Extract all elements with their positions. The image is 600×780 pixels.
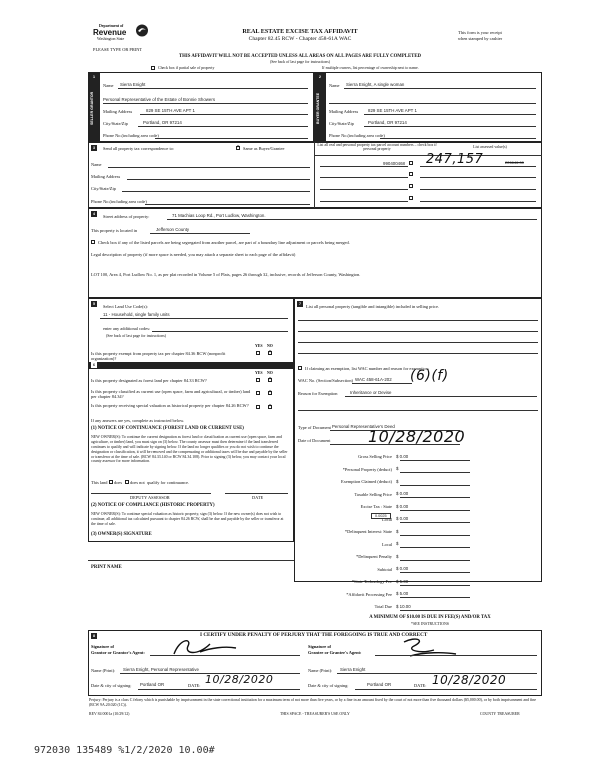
receipt-note-2: when stamped by cashier xyxy=(457,36,503,41)
grantee-name-field[interactable]: Sierra Enight xyxy=(340,667,366,672)
enter-additional-codes-label: enter any additional codes: xyxy=(103,326,151,331)
buyer-name-field[interactable]: Sierra Enight, A single woman xyxy=(346,82,405,87)
qualify-label: qualify for continuance. xyxy=(147,480,190,485)
dor-logo xyxy=(93,24,151,44)
seller-mailing-label: Mailing Address xyxy=(103,109,133,114)
historic-yes-checkbox[interactable] xyxy=(256,405,260,409)
local-rate-field[interactable]: 0.0025 xyxy=(371,513,391,519)
parcel-personal-checkbox-2[interactable] xyxy=(409,172,413,176)
owner-signature-label: (3) OWNER(S) SIGNATURE xyxy=(91,532,152,537)
parcel-number-field[interactable]: 990400468 xyxy=(383,161,405,166)
county-treasurer: COUNTY TREASURER xyxy=(480,712,520,716)
land-does-not-checkbox[interactable] xyxy=(125,480,129,484)
notice-1-title: (1) NOTICE OF CONTINUANCE (FOREST LAND OR CURRENT USE) xyxy=(91,426,244,431)
yes-header-1: YES xyxy=(255,344,263,348)
grantor-date-handwritten: 10/28/2020 xyxy=(205,673,274,686)
doc-date-label: Date of Document xyxy=(298,438,331,443)
personal-property-label: List all personal property (tangible and intangible) included in selling price. xyxy=(306,304,440,309)
street-address-field[interactable]: 71 Machias Loop Rd., Port Ludlow, Washington. xyxy=(172,213,266,218)
no-header-1: NO xyxy=(267,344,273,348)
if-yes-note: If any answers are yes, complete as instructed below. xyxy=(91,418,185,423)
wac-handwritten: (6)(f) xyxy=(410,368,449,384)
section-8-number: 8 xyxy=(93,634,95,638)
section-2-number: 2 xyxy=(319,75,321,79)
land-use-see-back: (See back of last page for instructions) xyxy=(106,334,167,338)
legal-description-field[interactable]: LOT 100, Area 4, Port Ludlow No. 1, as per plat recorded in Volume 5 of Plats, pages 26 through 32, inclusive, records of Jefferson County, Washington. xyxy=(91,272,361,277)
fee-value[interactable]: $ 5.00 xyxy=(396,578,409,584)
doc-type-field[interactable]: Personal Representative's Deed xyxy=(332,424,395,429)
fee-value[interactable]: $ 0.00 xyxy=(396,503,409,509)
fee-value[interactable]: $ 0.00 xyxy=(396,453,409,459)
certify-statement: I CERTIFY UNDER PENALTY OF PERJURY THAT THE FOREGOING IS TRUE AND CORRECT xyxy=(200,632,428,638)
exempt-question: Is this property exempt from property tax per chapter 84.36 RCW (nonprofit organization)? xyxy=(91,351,226,362)
grantee-sig-label-1: Signature of xyxy=(308,644,331,649)
classified-no-checkbox[interactable] xyxy=(268,391,272,395)
fee-value[interactable]: $ 0.00 xyxy=(396,491,409,496)
fee-label: *Delinquent Penalty xyxy=(356,554,392,559)
seller-sidebar: SELLER GRANTOR xyxy=(88,72,100,142)
grantee-name-label: Name (Print): xyxy=(308,668,333,673)
this-land-label: This land xyxy=(91,480,108,485)
form-subtitle: Chapter 82.45 RCW - Chapter 458-61A WAC xyxy=(248,36,352,42)
parcel-personal-checkbox-3[interactable] xyxy=(409,184,413,188)
dor-swirl-icon xyxy=(135,24,149,37)
dept-line3: Washington State xyxy=(97,37,125,41)
fee-value[interactable]: $ 0.00 xyxy=(396,516,409,521)
fee-label: *Personal Property (deduct) xyxy=(342,466,392,472)
fee-value[interactable]: $ xyxy=(396,466,399,471)
forest-no-checkbox[interactable] xyxy=(268,378,272,382)
fee-label: Gross Selling Price xyxy=(358,454,392,459)
section-6-band xyxy=(88,362,294,369)
section-6-number: 6 xyxy=(93,363,95,367)
fee-label: Excise Tax : State xyxy=(360,504,392,509)
exempt-yes-checkbox[interactable] xyxy=(256,351,260,355)
grantor-date-label: Date & city of signing: xyxy=(91,683,132,688)
minimum-due-note: A MINIMUM OF $10.00 IS DUE IN FEE(S) AND/OR TAX xyxy=(369,615,491,620)
grantor-name-label: Name (Print): xyxy=(91,668,116,673)
fee-value[interactable]: $ xyxy=(396,528,399,534)
grantee-date-handwritten: 10/28/2020 xyxy=(432,673,507,687)
partial-sale-checkbox[interactable] xyxy=(151,66,155,70)
land-does-label: does xyxy=(114,480,123,485)
land-does-checkbox[interactable] xyxy=(109,480,113,484)
seller-mailing-field[interactable]: 829 SE 15TH AVE APT 1 xyxy=(146,108,195,113)
buyer-mailing-label: Mailing Address xyxy=(329,109,359,114)
section-4-number: 4 xyxy=(93,212,95,216)
classified-yes-checkbox[interactable] xyxy=(256,391,260,395)
land-does-not-label: does not xyxy=(130,480,145,485)
yes-header-2: YES xyxy=(255,371,263,375)
notice-1-text: NEW OWNER(S): To continue the current designation as forest land or classification as current use (open space, farm and agriculture, or timber) land, you must sign on (3) below. The county assessor must then determine if the land transferred continues to qualify and will indicate by signing below. If the land no longer qualifies or you do not wish to continue the designation or classification, it will be removed and the compensating or additional taxes will be due and payable by the seller or transferor at the time of sale. (RCW 84.33.140 or RCW 84.34.108). Prior to signing (3) below, you may contact your local county assessor for more information. xyxy=(91,435,288,464)
no-header-2: NO xyxy=(267,371,273,375)
section-5-number: 5 xyxy=(93,302,95,306)
reason-label: Reason for Exemption xyxy=(298,391,338,396)
s3-phone-label: Phone No.(including area code) xyxy=(91,199,147,204)
buyer-sidebar: BUYER GRANTEE xyxy=(314,72,326,142)
grantee-date-word: DATE: xyxy=(414,683,427,688)
print-name-label: PRINT NAME xyxy=(91,565,122,570)
section-3-number: 3 xyxy=(93,146,95,150)
fee-label: Local xyxy=(382,516,392,522)
form-number: REV 84 0001a (10/29/12) xyxy=(89,712,130,716)
forest-yes-checkbox[interactable] xyxy=(256,378,260,382)
assessed-value-printed: 226646.00 xyxy=(505,160,524,165)
assessed-value-handwritten: 247,157 xyxy=(426,152,484,167)
fee-label: Subtotal xyxy=(377,566,392,572)
grantee-date-label: Date & city of signing: xyxy=(308,683,349,688)
grantee-sig-label-2: Grantee or Grantee's Agent: xyxy=(308,650,362,655)
land-use-label: Select Land Use Code(s): xyxy=(103,304,148,309)
buyer-city-label: City/State/Zip xyxy=(329,121,354,126)
fee-label: *Affidavit Processing Fee xyxy=(346,591,392,597)
partial-sale-label: Check box if partial sale of property xyxy=(158,66,215,70)
send-correspondence-label: Send all property tax correspondence to: xyxy=(103,146,175,151)
please-type: PLEASE TYPE OR PRINT xyxy=(93,47,143,52)
seller-city-label: City/State/Zip xyxy=(103,121,128,126)
fee-label: *State Technology Fee xyxy=(351,579,392,584)
dept-line1: Department of xyxy=(99,24,124,28)
wac-field[interactable]: WAC 458-61A-202 xyxy=(355,377,392,382)
notice-2-text: NEW OWNER(S): To continue special valuation as historic property, sign (3) below. If the new owner(s) does not wish to continue, all additional tax calculated pursuant to chapter 84.26 RCW, shall be due and payable by the seller or transferor at the time of sale. xyxy=(91,512,284,526)
fee-value[interactable]: $ xyxy=(396,553,399,559)
grantor-name-field[interactable]: Sierra Enight, Personal Representative xyxy=(123,667,199,672)
see-instructions-note: *SEE INSTRUCTIONS xyxy=(411,622,449,626)
buyer-phone-label: Phone No.(including area code) xyxy=(329,133,385,138)
buyer-city-field[interactable]: Portland, OR 97214 xyxy=(368,120,407,125)
located-in-label: This property is located in xyxy=(91,228,138,233)
parcel-personal-checkbox-4[interactable] xyxy=(409,196,413,200)
form-title: REAL ESTATE EXCISE TAX AFFIDAVIT xyxy=(242,28,358,35)
fee-value[interactable]: $ 10.00 xyxy=(396,603,411,609)
fee-label: Exemption Claimed (deduct) xyxy=(341,479,392,484)
buyer-mailing-field[interactable]: 829 SE 15TH AVE APT 1 xyxy=(368,108,417,113)
doc-type-label: Type of Document xyxy=(298,425,331,430)
fee-label: Taxable Selling Price xyxy=(354,491,392,497)
street-address-label: Street address of property: xyxy=(103,214,150,219)
located-in-field[interactable]: Jefferson County xyxy=(156,227,190,232)
fee-value[interactable]: $ 0.00 xyxy=(396,566,409,571)
grantor-sig-label-2: Grantor or Grantor's Agent: xyxy=(91,650,145,655)
seller-name-field[interactable]: Sierra Enight xyxy=(120,82,146,87)
grantor-city-field[interactable]: Portland OR xyxy=(140,682,165,687)
buyer-name-label: Name xyxy=(329,83,340,88)
section-7-number: 7 xyxy=(299,302,301,306)
seller-name-label: Name xyxy=(103,83,114,88)
parcel-header: List all real and personal property tax parcel account numbers – check box if personal property xyxy=(317,143,437,152)
reason-field[interactable]: Inheritance or Devise xyxy=(350,390,392,395)
seller-name2-field[interactable]: Personal Representative of the Estate of Bonnie Showers xyxy=(103,97,216,102)
s3-mailing-label: Mailing Address xyxy=(91,174,121,179)
dept-line2: Revenue xyxy=(93,28,127,37)
fee-label: Local xyxy=(382,541,392,547)
deputy-date-label: DATE xyxy=(252,495,264,500)
deputy-assessor-label: DEPUTY ASSESSOR xyxy=(130,495,170,500)
segregated-label: Check box if any of the listed parcels are being segregated from another parcel, are part of a boundary line adjustment or parcels being merged. xyxy=(98,240,350,245)
fee-label: *Delinquent Interest: State xyxy=(344,529,392,534)
wac-label: WAC No. (Section/Subsection) xyxy=(298,378,353,383)
seller-phone-label: Phone No.(including area code) xyxy=(103,133,159,138)
completion-warning: THIS AFFIDAVIT WILL NOT BE ACCEPTED UNLESS ALL AREAS ON ALL PAGES ARE FULLY COMPLETED xyxy=(178,54,422,59)
treasurer-use-only: THIS SPACE - TREASURER'S USE ONLY xyxy=(280,712,350,716)
s3-name-label: Name xyxy=(91,162,102,167)
historic-no-checkbox[interactable] xyxy=(268,405,272,409)
fee-label: Total Due xyxy=(374,604,392,609)
fee-value[interactable]: $ xyxy=(396,541,399,546)
same-as-buyer-checkbox[interactable] xyxy=(236,146,240,150)
exemption-checkbox[interactable] xyxy=(298,366,302,370)
legal-description-label: Legal description of property (if more space is needed, you may attach a separate sheet to each page of the affidavit) xyxy=(91,252,296,257)
see-back-note: (See back of last page for instructions) xyxy=(269,60,331,64)
notice-2-title: (2) NOTICE OF COMPLIANCE (HISTORIC PROPERTY) xyxy=(91,503,215,508)
same-as-buyer-label: Same as Buyer/Grantee xyxy=(243,146,285,151)
grantor-date-word: DATE: xyxy=(188,683,201,688)
claiming-exemption-label: If claiming an exemption, list WAC number and reason for exemption: xyxy=(305,366,430,371)
parcel-personal-checkbox-1[interactable] xyxy=(409,161,413,165)
grantor-sig-label-1: Signature of xyxy=(91,644,114,649)
receipt-stamp: 972030 135489 %1/2/2020 10.00# xyxy=(34,745,215,756)
seller-city-field[interactable]: Portland, OR 97214 xyxy=(143,120,182,125)
doc-date-handwritten: 10/28/2020 xyxy=(368,427,466,446)
grantor-signature[interactable] xyxy=(170,636,240,663)
segregated-checkbox[interactable] xyxy=(91,240,95,244)
classified-question: Is this property classified as current use (open space, farm and agricultural, or timber) land per chapter 84.34? xyxy=(91,389,251,400)
s3-city-label: City/State/Zip xyxy=(91,186,116,191)
exempt-no-checkbox[interactable] xyxy=(268,351,272,355)
grantee-signature[interactable] xyxy=(400,636,460,663)
perjury-warning: Perjury: Perjury is a class C felony which is punishable by imprisonment in the state correctional institution for a maximum term of not more than five years, or by a fine in an amount fixed by the court of not more than five thousand dollars ($5,000.00), or by both imprisonment and fine (RCW 9A.20.020 (1C)). xyxy=(89,698,537,708)
historic-question: Is this property receiving special valuation as historical property per chapter 84.26 RCW? xyxy=(91,403,249,408)
receipt-note-1: This form is your receipt xyxy=(458,30,502,35)
land-use-field[interactable]: 11 - Household, single family units xyxy=(103,312,170,317)
section-1-number: 1 xyxy=(93,75,95,79)
fee-value[interactable]: $ xyxy=(396,478,399,484)
forest-question: Is this property designated as forest land per chapter 84.33 RCW? xyxy=(91,378,207,383)
assessed-header: List assessed value(s) xyxy=(473,145,507,149)
multiple-owners-note: If multiple owners, list percentage of ownership next to name. xyxy=(322,66,419,70)
grantee-city-field[interactable]: Portland OR xyxy=(367,682,392,687)
fee-value[interactable]: $ 5.00 xyxy=(396,591,409,596)
